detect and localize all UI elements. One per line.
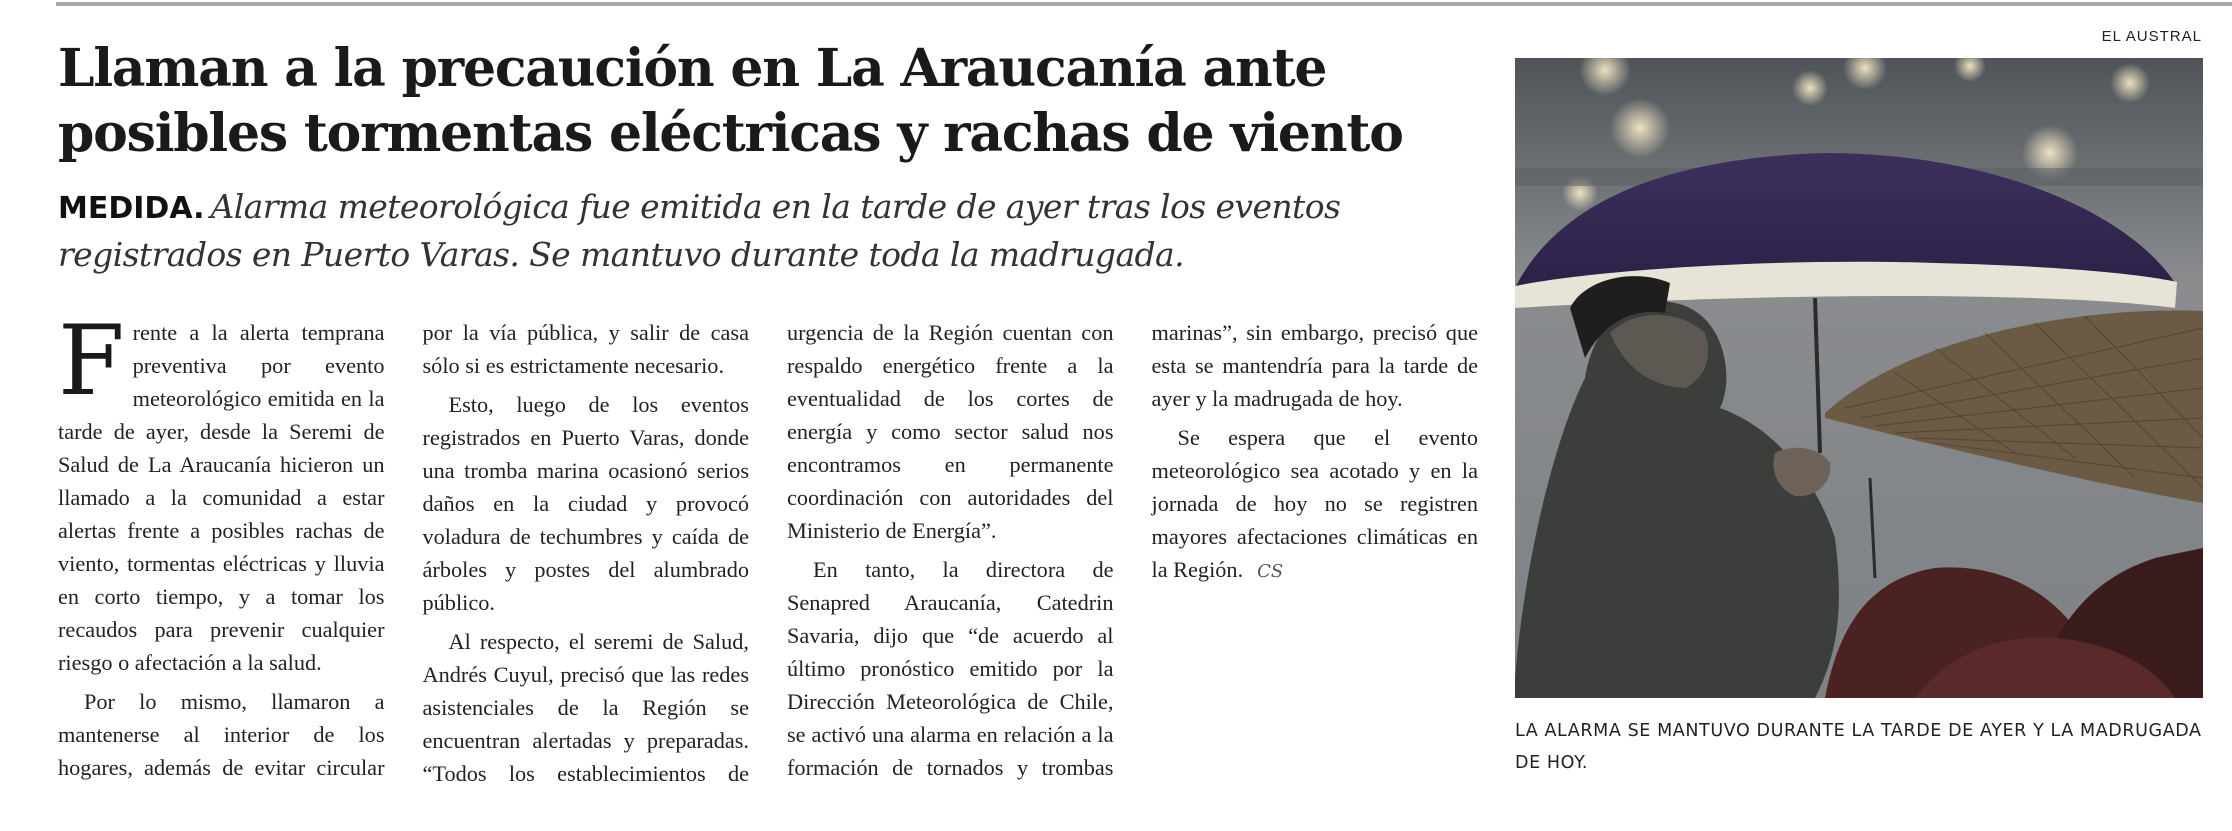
headline: Llaman a la precaución en La Araucanía ante posibles tormentas eléctricas y rachas de viento [58, 38, 1403, 164]
paragraph-1-text: rente a la alerta temprana preventiva por evento meteorológico emitida en la tarde de ayer, desde la Seremi de Salud de La Araucanía hicieron un llamado a la comunidad a estar alertas frente a posibles rachas de viento, tormentas eléctricas y lluvia en corto tiempo, y a tomar los recaudos para prevenir cualquier riesgo o afectación a la salud. [58, 320, 385, 675]
news-photo [1515, 58, 2203, 698]
deck-text: Alarma meteorológica fue emitida en la tarde de ayer tras los eventos registrados en Puerto Varas. Se mantuvo durante toda la madrugada. [58, 187, 1341, 274]
source-label: EL AUSTRAL [2101, 28, 2202, 45]
paragraph-3: Esto, luego de los eventos registrados en Puerto Varas, donde una tromba marina ocasionó serios daños en la ciudad y provocó voladura de techumbres y caída de árboles y postes del alumbrado público. [422, 392, 749, 615]
paragraph-5: En tanto, la directora de Senapred Araucanía, Catedrin Savaria, dijo que “de acuerdo al último pronóstico emitido por la Dirección Meteorológica de Chile, se activó una alarma en relación a la formación de tornados y trombas marinas”, sin embargo, precisó que esta se mantendría para la tarde de ayer y la madrugada de hoy. [787, 320, 1478, 780]
deck-kicker: MEDIDA. [58, 191, 205, 226]
article-body [58, 305, 1478, 796]
paragraph-1 [58, 305, 385, 679]
paragraph-6 [1152, 421, 1479, 588]
deck [58, 184, 1458, 278]
paragraph-2: Por lo mismo, llamaron a mantenerse al interior de los hogares, además de evitar circular por la vía pública, y salir de casa sólo si es estrictamente necesario. [58, 320, 749, 780]
dropcap: F [58, 305, 125, 417]
end-mark: CS [1257, 561, 1284, 582]
paragraph-6-text: Se espera que el evento meteorológico sea acotado y en la jornada de hoy no se registren mayores afectaciones climáticas en la Región. [1151, 425, 1478, 582]
top-rule [56, 2, 2232, 6]
photo-caption: LA ALARMA SE MANTUVO DURANTE LA TARDE DE AYER Y LA MADRUGADA DE HOY. [1515, 721, 2202, 773]
paragraph-4: Al respecto, el seremi de Salud, Andrés Cuyul, precisó que las redes asistenciales de la Región se encuentran alertadas y preparadas. “Todos los establecimientos de urgencia de la Región cuentan con respaldo energético frente a la eventualidad de los cortes de energía y como sector salud nos encontramos en permanente coordinación con autoridades del Ministerio de Energía”. [422, 320, 1114, 786]
photo-illustration [1515, 58, 2203, 698]
